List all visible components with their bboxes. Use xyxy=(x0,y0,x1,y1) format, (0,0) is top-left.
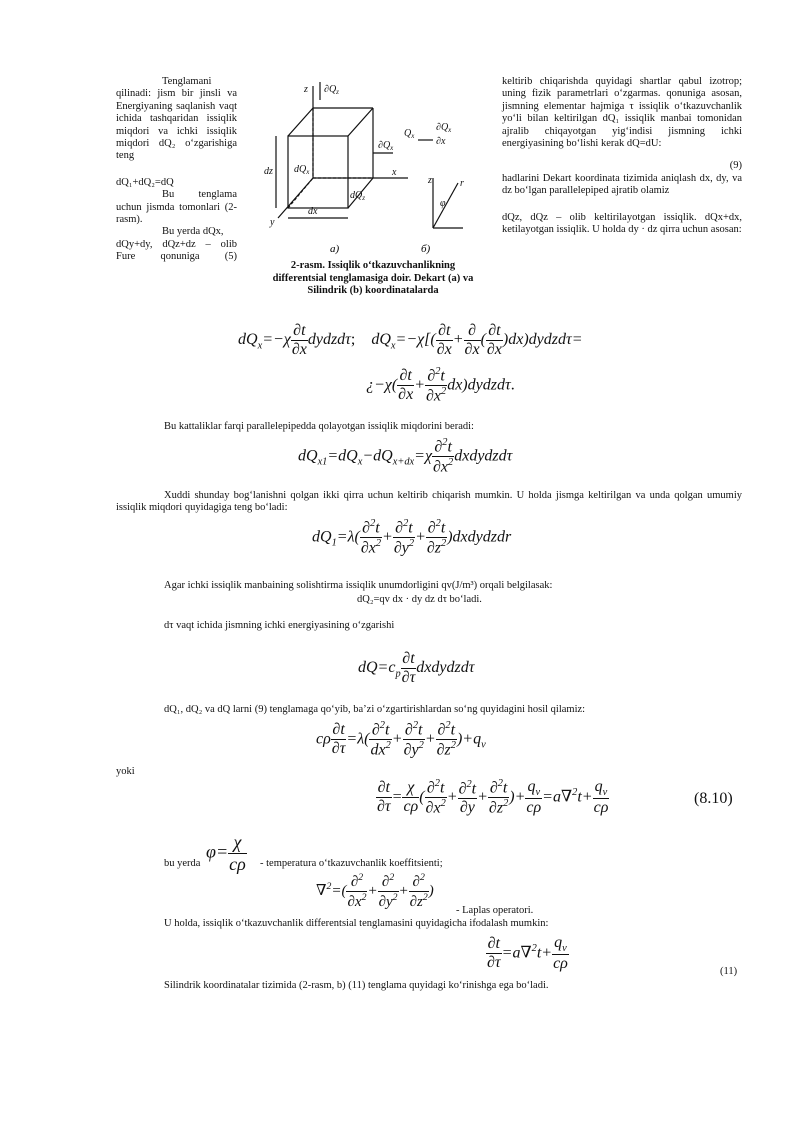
body-text-3b: dQ₂=qv dx · dy dz dτ bo‘ladi. xyxy=(357,594,482,605)
svg-text:Qx: $Q_x$ xyxy=(404,128,415,140)
left-paragraph-2: Bu tenglama uchun jismda tomonlari (2-rasm). xyxy=(116,189,237,226)
equation-dqx: $dQ_x=-\chi$ $\frac{\partial t}{\partial x}$ dydzdτ; $dQ_x=-\chi$[( $\frac{\partial t}{\partial x}$ + $\frac{\partial}{\partial x}$ ( $\frac{\partial t}{\partial x}$ )dx)dydzdτ= xyxy=(238,322,583,358)
svg-text:x: x xyxy=(392,167,397,178)
equation-dq1: $dQ_1=\lambda$( $\frac{\partial^2t}{\partial x^2}$ + $\frac{\partial^2t}{\partial y^2}$ + $\frac{\partial^2t}{\partial z^2}$ )dxdydzdr xyxy=(312,518,512,557)
svg-text:dx: dx xyxy=(308,206,318,217)
svg-text:y: y xyxy=(270,217,275,228)
equation-dq: $dQ=c_p$ $\frac{\partial t}{\partial\tau}$ dxdydzdτ xyxy=(358,650,475,686)
body-text-1: Bu kattaliklar farqi parallelepipedda qolayotgan issiqlik miqdorini beradi: xyxy=(164,421,474,432)
left-equation: dQ₁+dQ₂=dQ xyxy=(116,176,174,188)
equation-main: cρ $\frac{\partial t}{\partial\tau}$ =λ( $\frac{\partial^2t}{dx^2}$ + $\frac{\partial^2t}{\partial y^2}$ + $\frac{\partial^2t}{\partial z^2}$ )$+q_v$ xyxy=(316,720,486,759)
svg-text:dQx: $dQ_x$ xyxy=(294,164,310,176)
equation-8-10: $\frac{\partial t}{\partial\tau}$ = $\frac{\chi}{c\rho}$ ( $\frac{\partial^2t}{\partial x^2}$ + $\frac{\partial^2t}{\partial y}$ + $\frac{\partial^2t}{\partial z^2}$ )+ $\frac{q_v}{c\rho}$ =a∇$^2$t+ $\frac{q_v}{c\rho}$ xyxy=(377,778,609,817)
equation-11: $\frac{\partial t}{\partial\tau}$ =a∇$^2$t+ $\frac{q_v}{c\rho}$ xyxy=(487,934,568,973)
equation-laplacian: ∇$^2$=( $\frac{\partial^2}{\partial x^2}$ + $\frac{\partial^2}{\partial y^2}$ + $\frac{\partial^2}{\partial z^2}$ ) xyxy=(316,872,434,910)
eq-number-11: (11) xyxy=(720,966,738,977)
figure-2 xyxy=(258,78,498,258)
svg-text:dQz: $dQ_z$ xyxy=(350,190,365,202)
svg-text:∂Qx: $\partial Q_x$ xyxy=(378,140,394,152)
body-text-2: Xuddi shunday bog‘lanishni qolgan ikki qirra uchun keltirib chiqarish mumkin. U holda jismga keltirilgan va unda qolgan umumiy issiqlik miqdori quyidagiga teng bo‘ladi: xyxy=(116,490,742,514)
equation-dqx-2: ¿−χ( $\frac{\partial t}{\partial x}$ + $\frac{\partial^2t}{\partial x^2}$ dx)dydzdτ. xyxy=(366,366,515,405)
left-paragraph-3-line3: Fure qonuniga (5) xyxy=(116,251,237,263)
left-paragraph-3-line1: Bu yerda dQx, xyxy=(162,226,224,238)
left-paragraph-1: qilinadi: jism bir jinsli va Energiyaning saqlanish vaqt ichida tashqaridan issiqlik miqdori va ichki issiqlik miqdori dQ₂ o‘zgarishiga teng xyxy=(116,88,237,162)
svg-text:∂x: ∂x xyxy=(436,136,446,147)
right-paragraph-2: hadlarini Dekart koordinata tizimida aniqlash dx, dy, va dz bo‘lgan parallelepiped ajratib olamiz xyxy=(502,172,742,197)
svg-text:r: r xyxy=(460,178,464,189)
svg-text:φ: φ xyxy=(440,198,446,209)
svg-text:∂Qz: $\partial Q_z$ xyxy=(324,84,339,96)
body-text-4: dτ vaqt ichida jismning ichki energiyasining o‘zgarishi xyxy=(164,620,395,631)
body-yoki: yoki xyxy=(116,766,135,777)
left-paragraph-3-line2: dQy+dy, dQz+dz – olib xyxy=(116,238,237,250)
eq-number-8-10: (8.10) xyxy=(694,790,733,807)
right-column xyxy=(502,76,742,236)
body-text-3: Agar ichki issiqlik manbaining solishtirma issiqlik unumdorligini qv(J/m³) orqali belgilasak: xyxy=(164,580,553,591)
right-eq-number-9: (9) xyxy=(729,160,742,172)
svg-text:dz: dz xyxy=(264,166,273,177)
svg-text:z: z xyxy=(428,175,432,186)
figure-caption: 2-rasm. Issiqlik o‘tkazuvchanlikning differentsial tenglamasiga doir. Dekart (a) va Silindrik (b) koordinatalarda xyxy=(272,260,474,296)
body-text-6: U holda, issiqlik o‘tkazuvchanlik differentsial tenglamasini quyidagicha ifodalash mumkin: xyxy=(164,918,549,929)
right-paragraph-3: dQz, dQz – olib keltirilayotgan issiqlik. dQx+dx, ketilayotgan issiqlik. U holda dy · dz qirra uchun asosan: xyxy=(502,211,742,236)
figure-label-a: a) xyxy=(330,243,340,255)
body-text-7: Silindrik koordinatalar tizimida (2-rasm, b) (11) tenglama quyidagi ko‘rinishga ega bo‘ladi. xyxy=(164,980,549,991)
body-temp: - temperatura o‘tkazuvchanlik koeffitsienti; xyxy=(260,858,443,869)
left-column xyxy=(116,76,237,264)
left-paragraph-start: Tenglamani xyxy=(162,76,212,87)
body-text-5: dQ₁, dQ₂ va dQ larni (9) tenglamaga qo‘yib, ba’zi o‘zgartirishlardan so‘ng quyidagini hosil qilamiz: xyxy=(164,704,586,715)
body-laplas: - Laplas operatori. xyxy=(456,905,534,916)
figure-label-b: б) xyxy=(421,243,431,255)
equation-phi: φ= $\frac{\chi}{c\rho}$ xyxy=(206,832,246,874)
svg-text:z: z xyxy=(304,84,308,95)
svg-text:∂Qx: $\partial Q_x$ xyxy=(436,122,452,134)
right-paragraph-1: keltirib chiqarishda quyidagi shartlar qabul izotrop; uning fizik parametrlari o‘zgarmas. qonuniga asosan, jismning elementar hajmiga τ issiqlik o‘tkazuvchanlik yo‘li bilan keltirilgan dQ₁ issiqlik manbai tomonidan ajralib chiqayotgan yig‘indisi jismning ichki energiyasining bo‘lishi kerak dQ=dU: xyxy=(502,76,742,150)
equation-dqx1: $dQ_{x1}=dQ_x-dQ_{x+dx}=\chi$ $\frac{\partial^2t}{\partial x^2}$ dxdydzdτ xyxy=(298,437,513,476)
body-buyerda: bu yerda xyxy=(164,858,201,869)
